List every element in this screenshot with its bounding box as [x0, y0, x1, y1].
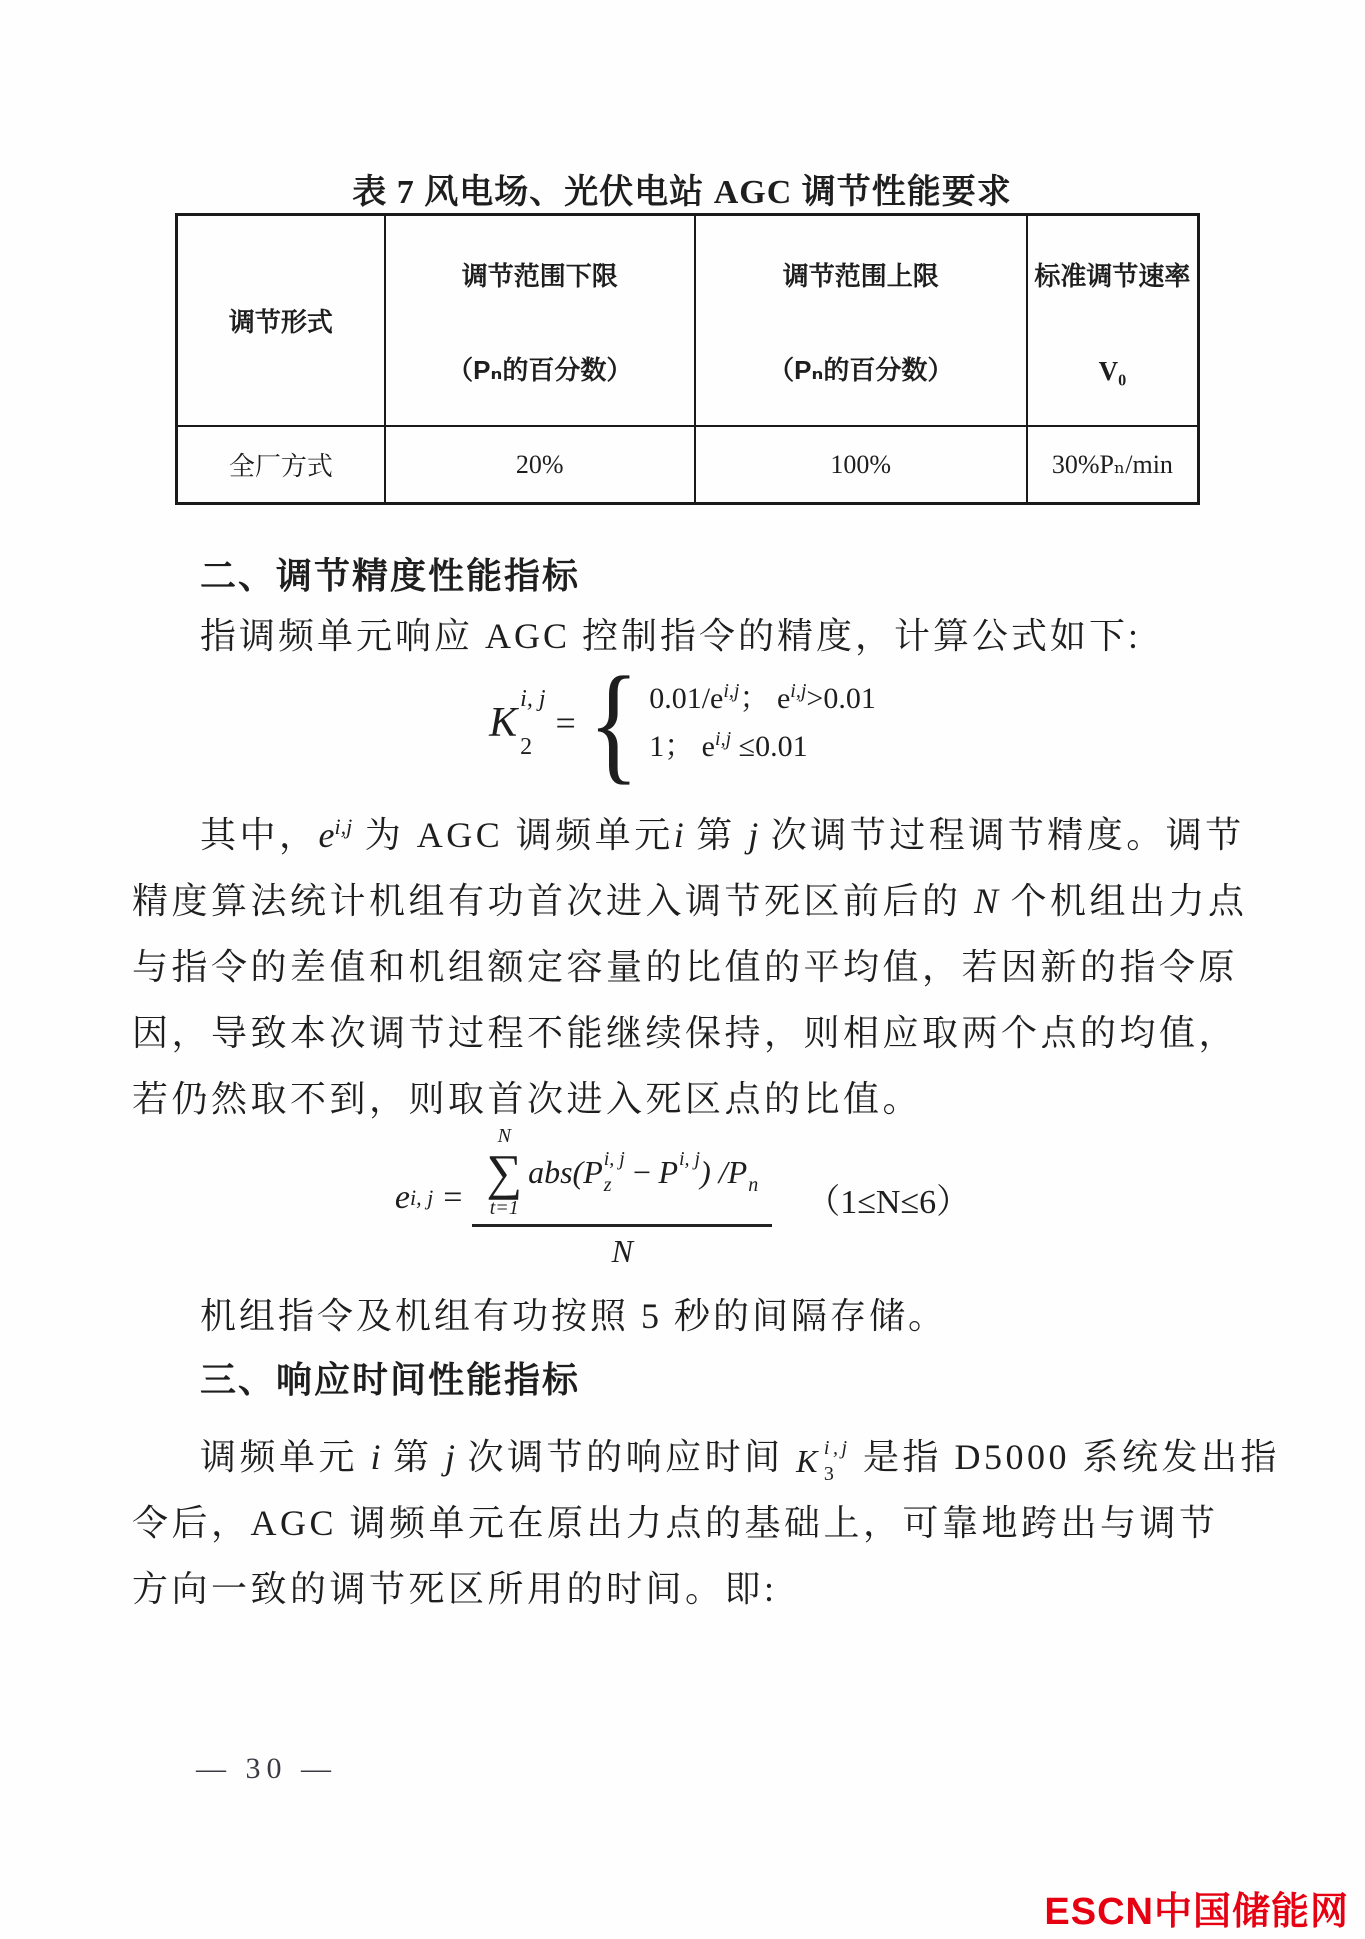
- left-brace: {: [588, 649, 639, 796]
- table-cell-plant-mode: 全厂方式: [178, 427, 386, 502]
- header-line: （Pₙ的百分数）: [768, 355, 954, 385]
- case-text: >0.01: [806, 682, 876, 715]
- k-base: K: [796, 1442, 821, 1479]
- case-sup: i,j: [723, 680, 740, 702]
- k-scripts: [520, 687, 545, 759]
- line-text: 个机组出力点: [998, 881, 1248, 921]
- var-e-sup: i,j: [334, 814, 353, 839]
- minus-sign: −: [630, 1153, 653, 1190]
- intro-text: 指调频单元响应 AGC 控制指令的精度，计算公式如下:: [200, 616, 1142, 656]
- sum-lower-limit: t=1: [489, 1197, 519, 1219]
- p-base: P: [727, 1153, 748, 1190]
- escn-watermark: ESCN中国储能网: [1044, 1891, 1349, 1933]
- table-title: 表 7 风电场、光伏电站 AGC 调节性能要求: [352, 174, 1012, 211]
- p-base: P: [658, 1153, 678, 1190]
- case-text: 1； e: [649, 730, 716, 763]
- header-line: （Pₙ的百分数）: [447, 355, 633, 385]
- p-sub: z: [603, 1174, 612, 1196]
- k-base: K: [489, 700, 518, 746]
- summation: [486, 1126, 522, 1218]
- k-subscript: 2: [520, 734, 533, 760]
- eij-formula: e i, j = N ∑ t=1 abs( P i, j z − P i, j ) / P n N （1≤N≤6）: [394, 1125, 971, 1269]
- paragraph-line: 与指令的差值和机组额定容量的比值的平均值，若因新的指令原: [132, 947, 1239, 987]
- fraction: [472, 1126, 772, 1270]
- storage-note-text: 机组指令及机组有功按照 5 秒的间隔存储。: [200, 1296, 948, 1336]
- var-i: i: [673, 815, 684, 855]
- header-line-v0: V₀: [1098, 356, 1127, 386]
- formula-cases: [649, 679, 876, 767]
- k-superscript: i,j: [823, 1436, 851, 1459]
- paragraph-line: [132, 868, 1248, 934]
- line-text: 精度算法统计机组有功首次进入调节死区前后的: [132, 881, 975, 921]
- k3-term: [796, 1428, 850, 1494]
- n-range: （1≤N≤6）: [806, 1183, 971, 1221]
- paragraph-line: 因，导致本次调节过程不能继续保持，则相应取两个点的均值，: [132, 1013, 1239, 1053]
- table-cell-upper-limit: 100%: [696, 427, 1028, 502]
- header-line: 标准调节速率: [1034, 261, 1191, 291]
- p-sup: i, j: [603, 1148, 625, 1170]
- page-number: — 30 —: [196, 1752, 337, 1785]
- case-text: ； e: [739, 682, 791, 715]
- k2-term: [489, 687, 545, 759]
- denominator: N: [611, 1233, 633, 1269]
- p-scripts: [604, 1149, 625, 1195]
- p-sub: n: [748, 1174, 759, 1196]
- equals-sign: =: [443, 1179, 463, 1216]
- performance-table: [175, 213, 1200, 505]
- pn-term: [728, 1149, 759, 1195]
- p-term: [658, 1149, 700, 1195]
- case-sup: i,j: [790, 680, 807, 702]
- line-text: 次调节的响应时间: [455, 1437, 797, 1477]
- line-text: 调频单元: [200, 1437, 371, 1477]
- line-text: 为 AGC 调频单元: [352, 815, 674, 855]
- section2-heading: 二、调节精度性能指标: [200, 555, 581, 596]
- case-row: [649, 679, 876, 719]
- k-subscript: 3: [823, 1462, 838, 1485]
- var-j: j: [445, 1437, 456, 1477]
- accuracy-formula: [0, 648, 1365, 798]
- k-scripts: [824, 1438, 851, 1484]
- var-j: j: [748, 815, 759, 855]
- var-n: N: [974, 881, 999, 921]
- k-superscript: i, j: [520, 686, 546, 712]
- table-header-regulation-form: 调节形式: [178, 216, 386, 427]
- sigma-symbol: ∑: [486, 1144, 523, 1200]
- p-base: P: [583, 1153, 603, 1190]
- line-text: 其中，: [200, 815, 319, 855]
- line-text: 第: [683, 815, 749, 855]
- line-text: 次调节过程调节精度。调节: [758, 815, 1245, 855]
- e-base: e: [394, 1179, 410, 1216]
- case-sup: i,j: [715, 728, 732, 750]
- table-cell-lower-limit: 20%: [386, 427, 696, 502]
- case-text: ≤0.01: [731, 730, 808, 763]
- section3-heading: 三、响应时间性能指标: [200, 1359, 581, 1400]
- table-header-lower-limit: [386, 216, 696, 427]
- paragraph-line: [132, 1424, 1281, 1490]
- table-header-upper-limit: [696, 216, 1028, 427]
- pz-term: [583, 1149, 625, 1195]
- table-header-standard-rate: [1028, 216, 1197, 427]
- p-spacer: [679, 1175, 700, 1195]
- line-text: 是指 D5000 系统发出指: [850, 1437, 1281, 1477]
- accuracy-paragraph: [132, 802, 1248, 1132]
- equals-sign: =: [555, 703, 576, 743]
- paragraph-line: 若仍然取不到，则取首次进入死区点的比值。: [132, 1079, 923, 1119]
- storage-note: [132, 1288, 1240, 1339]
- p-sup: i, j: [679, 1148, 701, 1170]
- sum-upper-limit: N: [497, 1125, 511, 1147]
- line-text: 第: [380, 1437, 446, 1477]
- p-spacer: [748, 1149, 758, 1169]
- case-text: 0.01/e: [649, 682, 724, 715]
- p-scripts: [748, 1149, 758, 1195]
- paragraph-line: [132, 802, 1245, 868]
- var-e: e: [318, 815, 335, 855]
- paragraph-line: 方向一致的调节死区所用的时间。即:: [132, 1569, 778, 1609]
- numerator: [472, 1126, 772, 1227]
- header-line: 调节范围下限: [461, 261, 618, 291]
- header-line: 调节范围上限: [782, 261, 939, 291]
- abs-text: abs(: [528, 1153, 584, 1190]
- p-scripts: [679, 1149, 700, 1195]
- table-cell-rate: 30%Pₙ/min: [1051, 449, 1173, 479]
- response-time-paragraph: [132, 1424, 1281, 1622]
- var-i: i: [370, 1437, 381, 1477]
- divide-text: ) /: [700, 1153, 728, 1190]
- case-row: [649, 727, 876, 767]
- paragraph-line: 令后，AGC 调频单元在原出力点的基础上，可靠地跨出与调节: [132, 1503, 1219, 1543]
